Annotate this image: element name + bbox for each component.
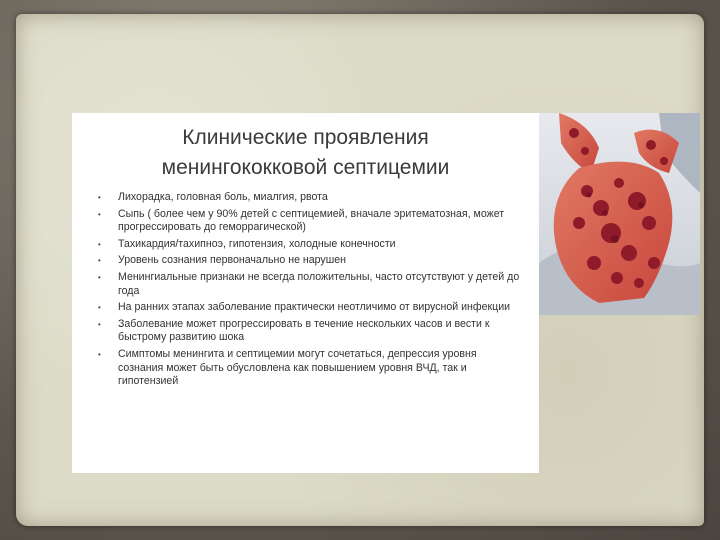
bullet-icon: • xyxy=(98,272,101,282)
bullet-icon: • xyxy=(98,256,101,266)
bullet-icon: • xyxy=(98,303,101,313)
title-line-2: менингококковой септицемии xyxy=(161,156,450,179)
bullet-text: Заболевание может прогрессировать в течение нескольких часов и вести к быстрому развитию шока xyxy=(118,317,490,344)
bullet-item xyxy=(94,348,521,389)
slide-title xyxy=(72,123,539,183)
bullet-icon: • xyxy=(98,239,101,249)
bullet-icon: • xyxy=(98,319,101,329)
slide-content xyxy=(72,113,539,473)
bullet-text: Тахикардия/тахипноэ, гипотензия, холодные конечности xyxy=(118,237,396,250)
bullet-item xyxy=(94,254,521,268)
bullet-list xyxy=(72,191,539,389)
bullet-text: Уровень сознания первоначально не нарушен xyxy=(118,254,346,267)
bullet-item xyxy=(94,318,521,345)
bullet-item xyxy=(94,208,521,235)
bullet-icon: • xyxy=(98,209,101,219)
title-line-1: Клинические проявления xyxy=(182,126,429,149)
bullet-item xyxy=(94,238,521,252)
bullet-item xyxy=(94,191,521,205)
bullet-text: Лихорадка, головная боль, миалгия, рвота xyxy=(118,191,328,203)
bullet-item xyxy=(94,271,521,298)
rash-leg-photo xyxy=(539,113,700,315)
bullet-icon: • xyxy=(98,349,101,359)
bullet-text: Симптомы менингита и септицемии могут сочетаться, депрессия уровня сознания может быть обусловлена как повышением уровня ВЧД, так и гипотензией xyxy=(118,347,477,388)
bullet-item xyxy=(94,301,521,315)
bullet-icon: • xyxy=(98,193,101,202)
bullet-text: На ранних этапах заболевание практически неотличимо от вирусной инфекции xyxy=(118,301,511,314)
bullet-text: Сыпь ( более чем у 90% детей с септицемией, вначале эритематозная, может прогрессировать до геморрагической) xyxy=(118,207,505,234)
bullet-text: Менингиальные признаки не всегда положительны, часто отсутствуют у детей до года xyxy=(118,270,520,297)
